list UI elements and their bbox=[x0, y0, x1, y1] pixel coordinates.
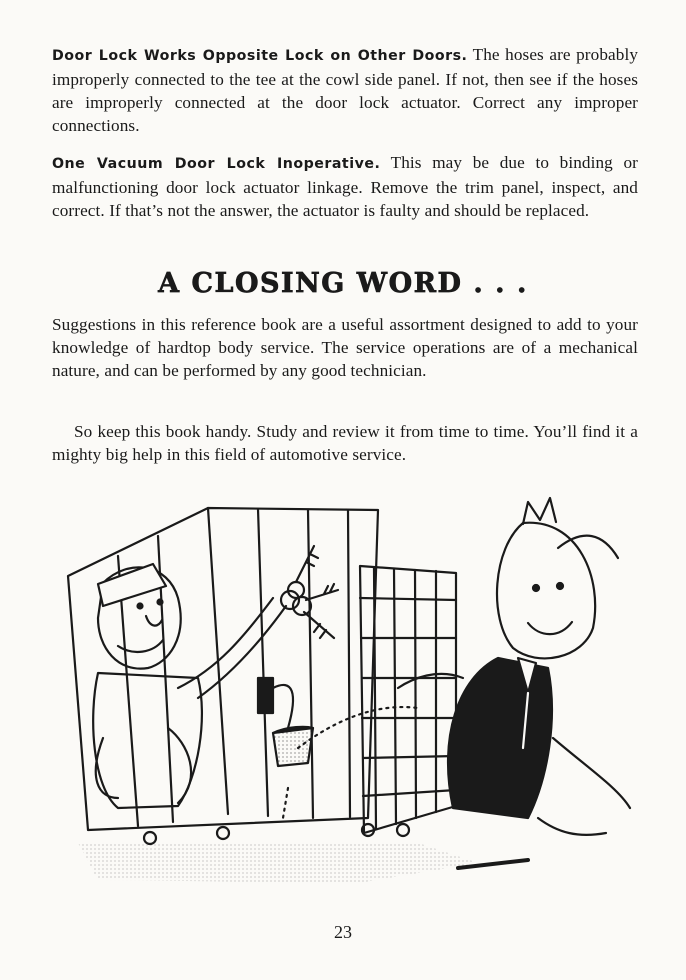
paragraph-body: This may be due to binding or malfunctioning door lock actuator linkage. Remove the trim panel, inspect, and correct. If that’s not the answer, the actuator is faulty and should be replaced. bbox=[52, 153, 638, 220]
cartoon-two-men-cage-keys-icon bbox=[58, 488, 636, 890]
section-heading: A CLOSING WORD . . . bbox=[158, 268, 528, 299]
page-number: 23 bbox=[334, 922, 352, 942]
closing-paragraph: So keep this book handy. Study and review it from time to time. You’ll find it a mighty big help in this field of automotive service. bbox=[52, 422, 638, 464]
paragraph-lock-inoperative bbox=[52, 151, 638, 222]
paragraph-door-lock-opposite bbox=[52, 43, 638, 137]
paragraph-body: The hoses are probably improperly connected to the tee at the cowl side panel. If not, then see if the hoses are improperly connected at the door lock actuator. Correct any improper connections. bbox=[52, 45, 639, 135]
closing-paragraph: Suggestions in this reference book are a useful assortment designed to add to your knowledge of hardtop body service. The service operations are of a mechanical nature, and can be performed by any good technician. bbox=[52, 315, 638, 380]
paragraph-lead: Door Lock Works Opposite Lock on Other Doors. bbox=[52, 48, 468, 64]
paragraph-lead: One Vacuum Door Lock Inoperative. bbox=[52, 156, 381, 172]
